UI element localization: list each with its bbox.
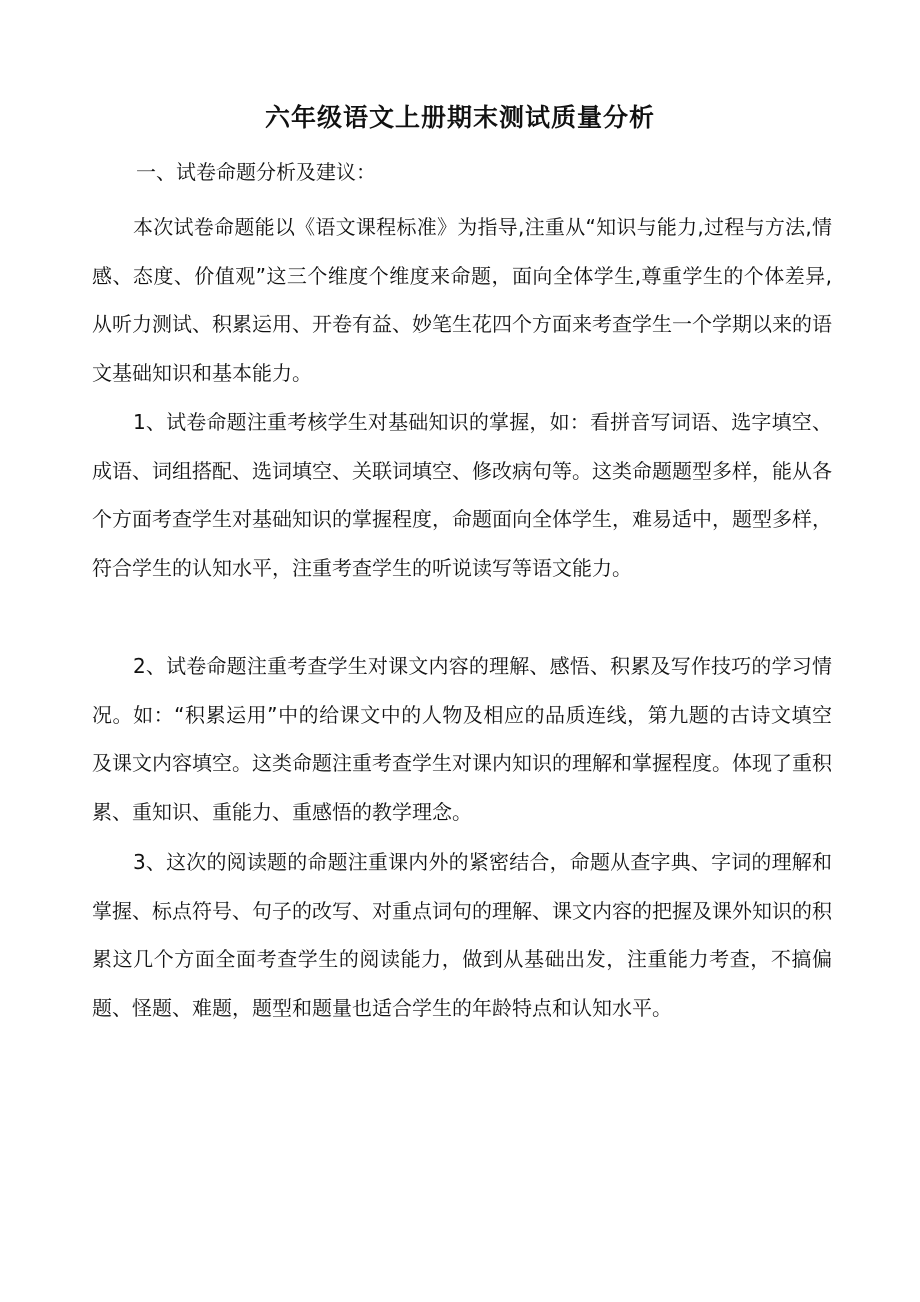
- section-heading: 一、试卷命题分析及建议：: [136, 160, 376, 184]
- paragraph-intro: 本次试卷命题能以《语文课程标准》为指导,注重从“知识与能力,过程与方法,情感、态度、价值观”这三个维度个维度来命题，面向全体学生,尊重学生的个体差异, 从听力测试、积累运用、开卷有益、妙笔生花四个方面来考查学生一个学期以来的语文基础知识和基本能力。: [92, 215, 832, 385]
- paragraph-point-1: 1、试卷命题注重考核学生对基础知识的掌握，如：看拼音写词语、选字填空、成语、词组搭配、选词填空、关联词填空、修改病句等。这类命题题型多样，能从各个方面考查学生对基础知识的掌握程度，命题面向全体学生，难易适中，题型多样，符合学生的认知水平，注重考查学生的听说读写等语文能力。: [92, 410, 832, 580]
- paragraph-point-2: 2、试卷命题注重考查学生对课文内容的理解、感悟、积累及写作技巧的学习情况。如：“积累运用”中的给课文中的人物及相应的品质连线，第九题的古诗文填空及课文内容填空。这类命题注重考查学生对课内知识的理解和掌握程度。体现了重积累、重知识、重能力、重感悟的教学理念。: [92, 654, 832, 824]
- document-title: 六年级语文上册期末测试质量分析: [264, 103, 655, 132]
- paragraph-point-3: 3、这次的阅读题的命题注重课内外的紧密结合，命题从查字典、字词的理解和掌握、标点符号、句子的改写、对重点词句的理解、课文内容的把握及课外知识的积累这几个方面全面考查学生的阅读能力，做到从基础出发，注重能力考查，不搞偏题、怪题、难题，题型和题量也适合学生的年龄特点和认知水平。: [92, 850, 832, 1020]
